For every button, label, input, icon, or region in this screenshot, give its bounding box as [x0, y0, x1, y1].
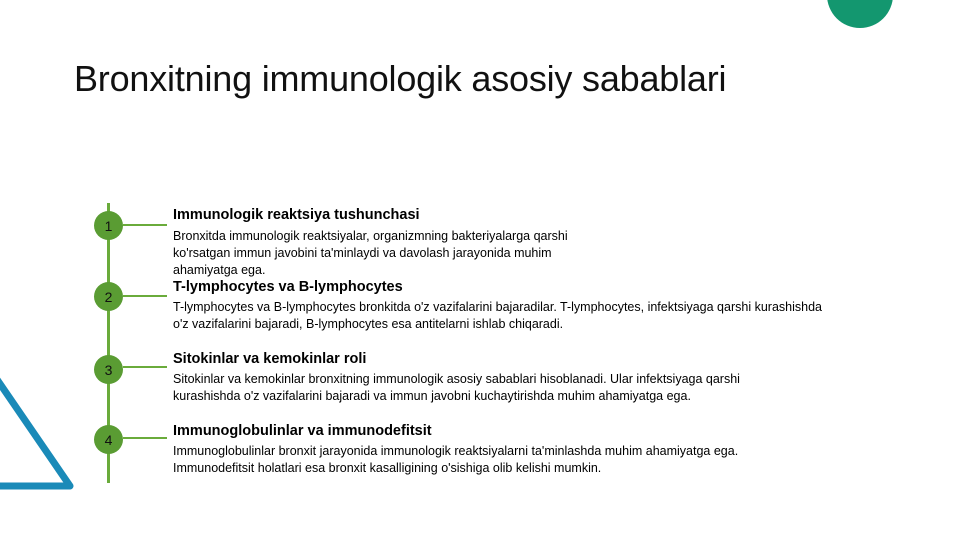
decorative-triangle — [0, 340, 90, 500]
step-connector — [123, 366, 167, 368]
step-body: T-lymphocytes va B-lymphocytes bronkitda o'z vazifalarini bajaradilar. T-lymphocytes, infektsiyaga qarshi kurashishda o'z vazifalarini bajaradi, B-lymphocytes esa antitelarni ishlab chiqaradi. — [173, 300, 822, 331]
decorative-circle — [827, 0, 893, 28]
step-body: Bronxitda immunologik reaktsiyalar, organizmning bakteriyalarga qarshi ko'rsatgan immun javobini ta'minlaydi va davolash jarayonida muhim ahamiyatga ega. — [173, 229, 568, 277]
step-connector — [123, 437, 167, 439]
step-number-badge: 3 — [94, 355, 123, 384]
step-heading: Immunoglobulinlar va immunodefitsit — [173, 423, 432, 439]
step-number-badge: 2 — [94, 282, 123, 311]
step-connector — [123, 224, 167, 226]
step-heading: Immunologik reaktsiya tushunchasi — [173, 207, 420, 223]
step-heading: T-lymphocytes va B-lymphocytes — [173, 279, 403, 295]
step-body: Sitokinlar va kemokinlar bronxitning immunologik asosiy sabablari hisoblanadi. Ular infektsiyaga qarshi kurashishda o'z vazifalarini bajaradi va immun javobni kuchaytirishda muhim ahamiyatga ega. — [173, 372, 740, 403]
step-heading: Sitokinlar va kemokinlar roli — [173, 351, 367, 367]
step-connector — [123, 295, 167, 297]
step-number-badge: 4 — [94, 425, 123, 454]
slide-title: Bronxitning immunologik asosiy sabablari — [74, 58, 727, 99]
step-body: Immunoglobulinlar bronxit jarayonida immunologik reaktsiyalarni ta'minlashda muhim ahamiyatga ega. Immunodefitsit holatlari esa bronxit kasalligining o'sishiga olib kelishi mumkin. — [173, 444, 739, 475]
step-number-badge: 1 — [94, 211, 123, 240]
